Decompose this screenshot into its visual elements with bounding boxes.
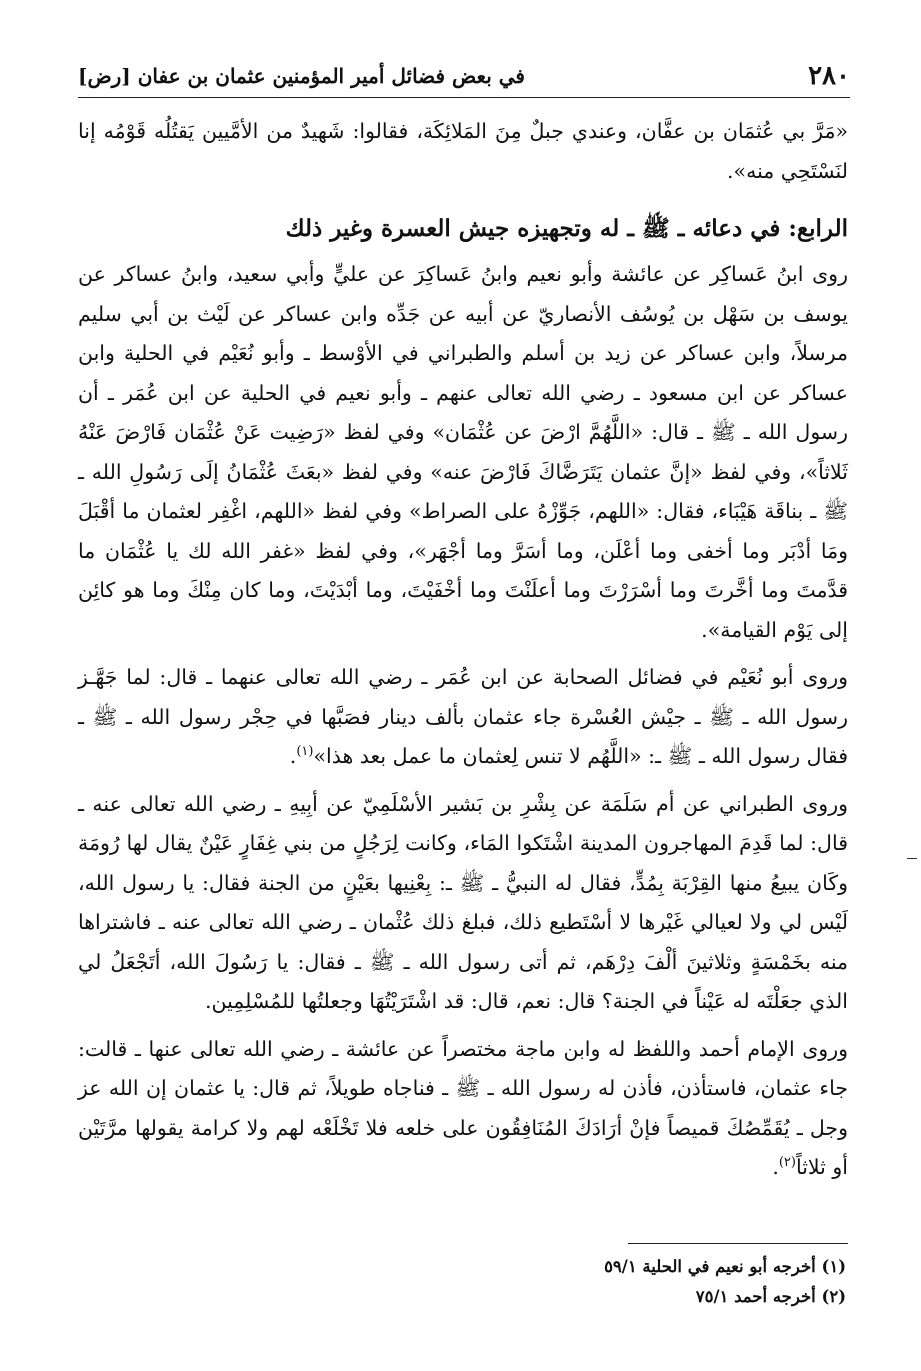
- page-number: ٢٨٠: [808, 60, 850, 91]
- footnote-divider: [628, 1243, 848, 1244]
- paragraph-2-text: وروى أبو نُعَيْم في فضائل الصحابة عن ابن عُمَر ـ رضي الله تعالى عنهما ـ قال: لما جَهَّـز رسول الله ـ ﷺ ـ جيْش العُسْرة جاء عثمان بألف دينار فصَبَّها في حِجْر رسول الله ـ ﷺ ـ فقال رسول الله ـ ﷺ ـ: «اللَّهُم لا تنس لِعثمان ما عمل بعد هذا»: [78, 665, 848, 768]
- page-body: [78, 112, 848, 1188]
- footnote-ref-1: (١): [296, 744, 314, 760]
- paragraph-4-text: وروى الإمام أحمد واللفظ له وابن ماجة مختصراً عن عائشة ـ رضي الله تعالى عنها ـ قالت: جاء عثمان، فاستأذن، فأذن له رسول الله ـ ﷺ ـ فناجاه طويلاً، ثم قال: يا عثمان إن الله عز وجل ـ يُقَمِّصُكَ قميصاً فإنْ أرَادَكَ المُنَافِقُون على خلعه فلا تَخْلَعْه لهم ولا كرامة يقولها مرَّتَيْن أو ثلاثاً: [78, 1036, 848, 1179]
- footnote-1: (١) أخرجه أبو نعيم في الحلية ٥٩/١: [604, 1257, 846, 1276]
- paragraph-4: وروى الإمام أحمد واللفظ له وابن ماجة مختصراً عن عائشة ـ رضي الله تعالى عنها ـ قالت: جاء عثمان، فاستأذن، فأذن له رسول الله ـ ﷺ ـ فناجاه طويلاً، ثم قال: يا عثمان إن الله عز وجل ـ يُقَمِّصُكَ قميصاً فإنْ أرَادَكَ المُنَافِقُون على خلعه فلا تَخْلَعْه لهم ولا كرامة يقولها مرَّتَيْن أو ثلاثاً$^{(٢)}$.: [78, 1036, 848, 1179]
- paragraph-1: روى ابنُ عَساكِر عن عائشة وأبو نعيم وابنُ عَساكِرَ عن عليٍّ وأبي سعيد، وابنُ عساكر عن يوسف بن سَهْل بن يُوسُف الأنصاريّ عن أبيه عن جَدِّه وابن عساكر عن لَيْث بن أبي سليم مرسلاً، وابن عساكر عن زيد بن أسلم والطبراني في الأوْسط ـ وأبو نُعَيْم في الحلية وابن عساكر عن ابن مسعود ـ رضي الله تعالى عنهم ـ وأبو نعيم في الحلية عن ابن عُمَر ـ أن رسول الله ـ ﷺ ـ قال: «اللَّهُمَّ ارْضَ عن عُثْمَان» وفي لفظ «رَضِيت عَنْ عُثْمَان فَارْضَ عَنْهُ ثَلاثاً»، وفي لفظ «إنَّ عثمان يَتَرَضَّاكَ فَارْضَ عنه» وفي لفظ «بعَثَ عُثْمَانُ إلَى رَسُولِ الله ـ ﷺ ـ بناقَة هَيْبَاء، فقال: «اللهم، جَوِّزْهُ على الصراط» وفي لفظ «اللهم، اغْفِر لعثمان ما أقْبَلَ ومَا أدْبَر وما أخفى وما أعْلَن، وما أسَرَّ وما أجْهَر»، وفي لفظ «غفر الله لك يا عُثْمَان ما قدَّمتَ وما أخَّرتَ وما أسْرَرْتَ وما أعلَنْتَ وما أخْفَيْتَ، وما أبْدَيْتَ، وما كان مِنْكَ وما هو كائِن إلى يَوْم القيامة».: [78, 262, 848, 642]
- section-heading: الرابع: في دعائه ـ ﷺ ـ له وتجهيزه جيش العسرة وغير ذلك: [285, 215, 848, 242]
- paragraph-3: وروى الطبراني عن أم سَلَمَة عن بِشْرِ بن بَشير الأسْلَمِيّ عن أبِيهِ ـ رضي الله تعالى عنه ـ قال: لما قَدِمَ المهاجرون المدينة اشْتَكوا المَاء، وكانت لِرَجُلٍ من بني غِفَارٍ عَيْنٌ يقال لها رُومَة وكَان يبيعُ منها القِرْبَة بِمُدٍّ، فقال له النبيُّ ـ ﷺ ـ: بِعْنِيها بعَيْنٍ من الجنة فقال: يا رسول الله، لَيْس لي ولا لعيالي غَيْرها لا أسْتَطيع ذلك، فبلغ ذلك عُثْمان ـ رضي الله تعالى عنه ـ فاشتراها منه بخَمْسَةٍ وثلاثينَ ألْفَ دِرْهَم، ثم أتى رسول الله ـ ﷺ ـ فقال: يا رَسُولَ الله، أتَجْعَلُ لي الذي جعَلْتَه له عَيْناً في الجنة؟ قال: نعم، قال: قد اشْتَرَيْتُهَا وجعلتُها للمُسْلِمِين.: [78, 791, 848, 1013]
- margin-mark: [907, 858, 917, 859]
- footnote-2: (٢) أخرجه أحمد ٧٥/١: [695, 1287, 846, 1306]
- page-header: [78, 58, 850, 98]
- running-title: في بعض فضائل أمير المؤمنين عثمان بن عفان [رض]: [78, 63, 525, 88]
- footnote-ref-2: (٢): [778, 1155, 796, 1171]
- intro-paragraph: «مَرَّ بي عُثمَان بن عفَّان، وعندي جبلٌ مِنَ المَلائِكَة، فقالوا: شَهيدٌ من الأمَّيين يَقتُلُه قَوْمُه إنا لنَسْتَحِي منه».: [78, 119, 848, 183]
- footnotes: [246, 1252, 846, 1312]
- paragraph-2: وروى أبو نُعَيْم في فضائل الصحابة عن ابن عُمَر ـ رضي الله تعالى عنهما ـ قال: لما جَهَّـز رسول الله ـ ﷺ ـ جيْش العُسْرة جاء عثمان بألف دينار فصَبَّها في حِجْر رسول الله ـ ﷺ ـ فقال رسول الله ـ ﷺ ـ: «اللَّهُم لا تنس لِعثمان ما عمل بعد هذا»$^{(١)}$.: [78, 665, 848, 768]
